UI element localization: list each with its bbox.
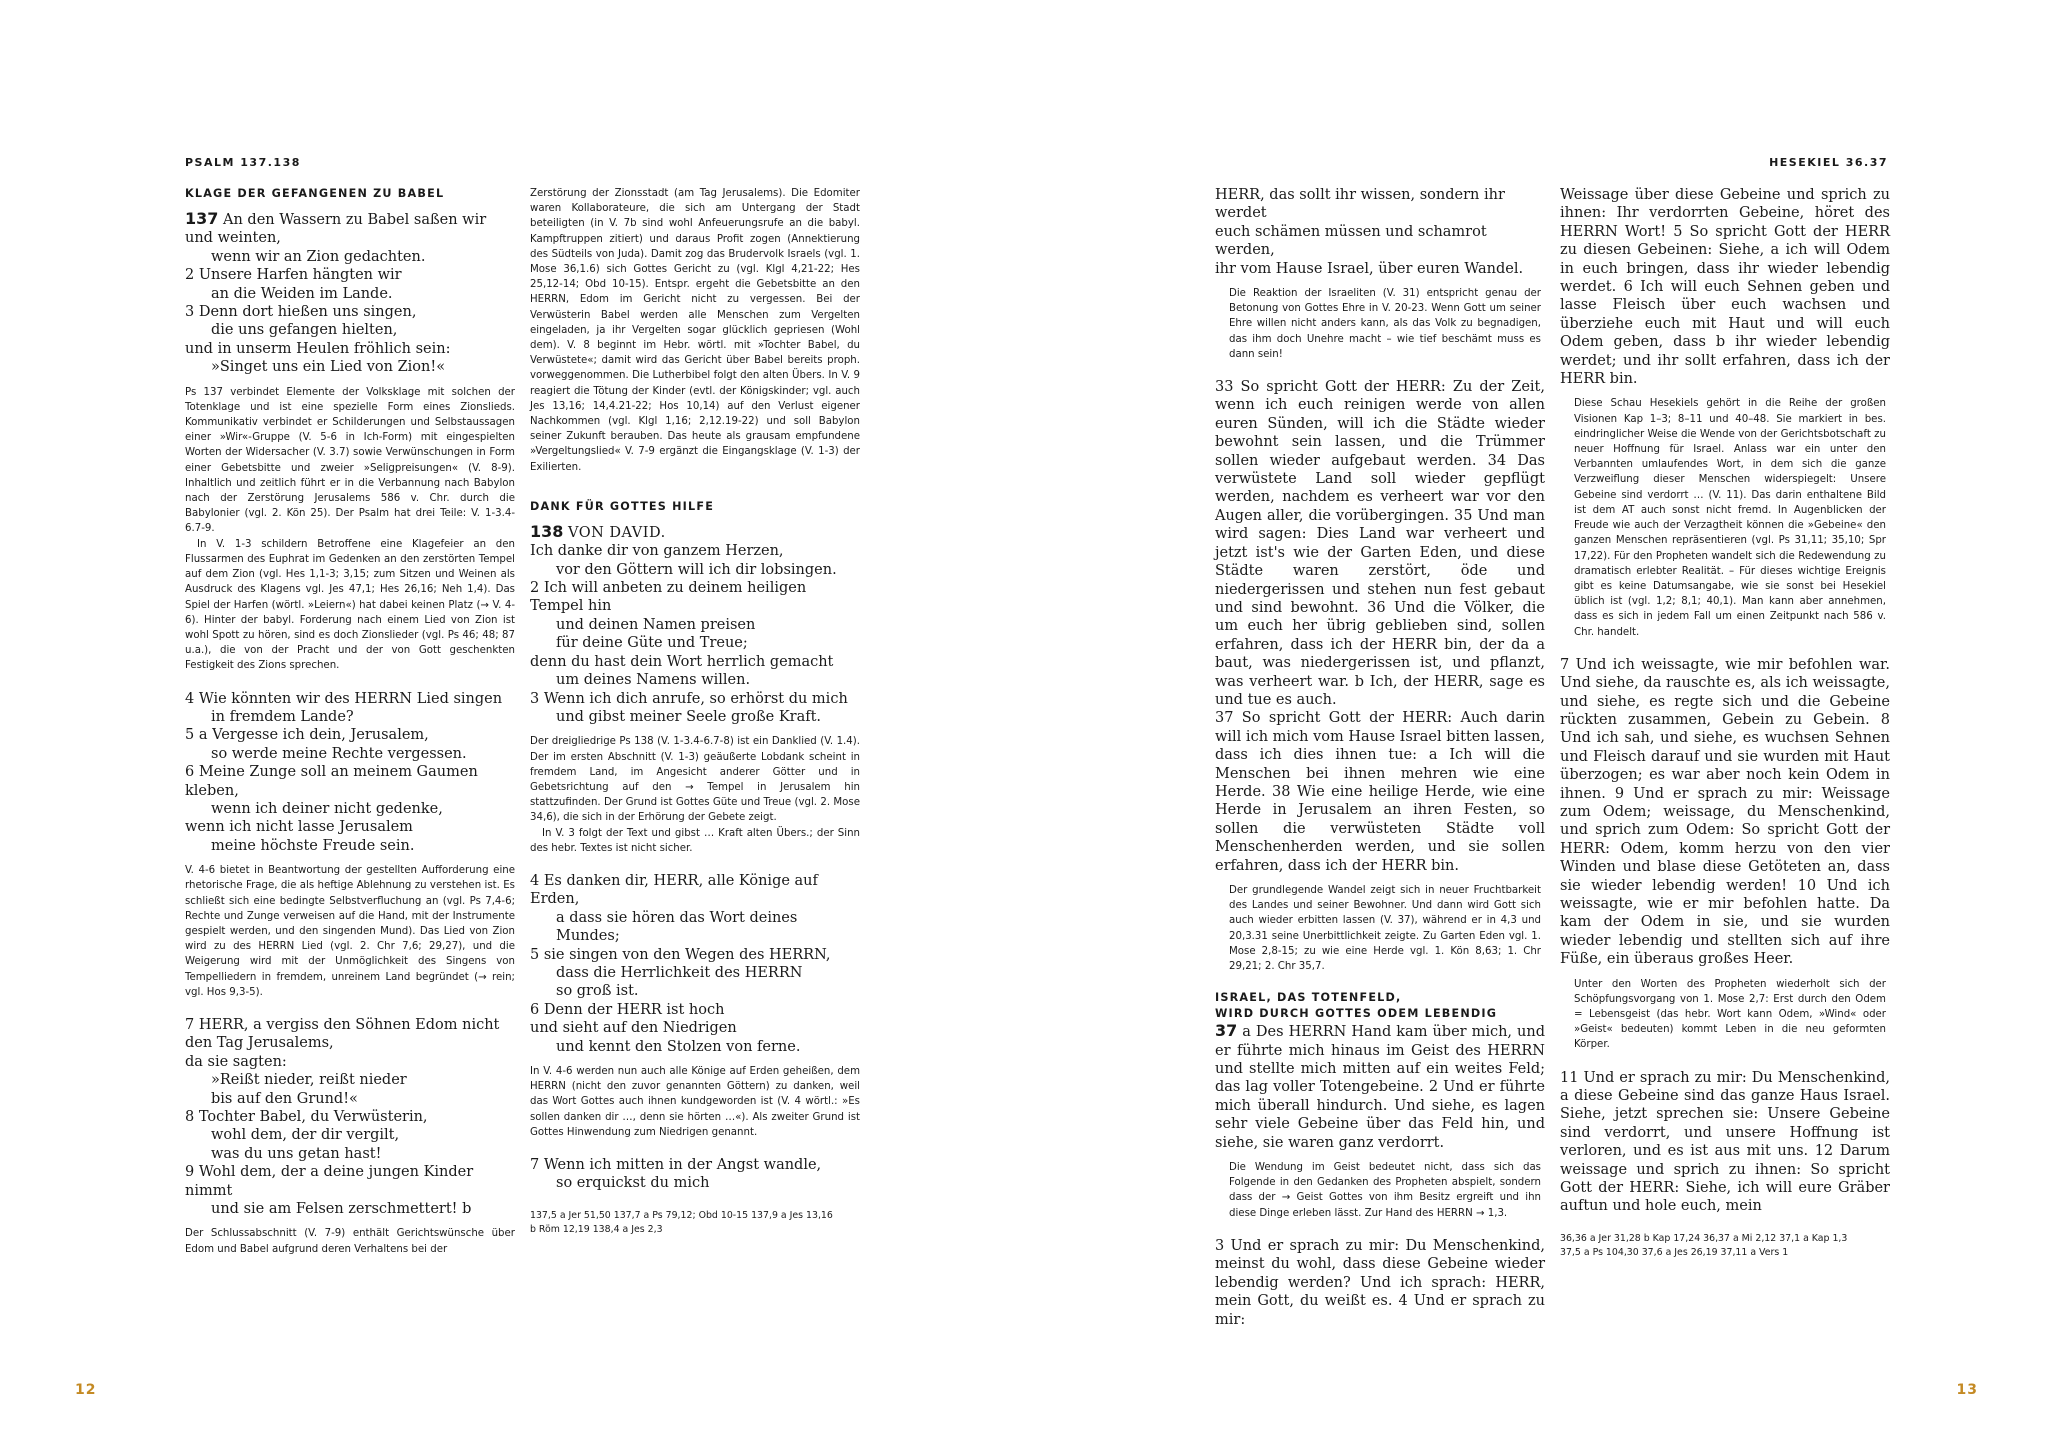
- commentary-note: Der dreigliedrige Ps 138 (V. 1-3.4-6.7-8) ist ein Danklied (V. 1.4). Der im ersten Abschnitt (V. 1-3) geäußerte Lobdank scheint in fremdem Land, im Angesicht anderer Götter und in Gebetsrichtung auf den → Tempel in Jerusalem hin stattzufinden. Der Grund ist Gottes Güte und Treue (vgl. 2. Mose 34,6), die sich in der Erhörung der Gebete zeigt.: [530, 736, 860, 824]
- verse-line: und sie am Felsen zerschmettert! b: [211, 1201, 472, 1218]
- verse-line: 3 Wenn ich dich anrufe, so erhörst du mich: [530, 690, 848, 707]
- body-paragraph: Weissage über diese Gebeine und sprich zu ihnen: Ihr verdorrten Gebeine, höret des HERRN Wort! 5 So spricht Gott der HERR zu diesen Gebeinen: Siehe, a ich will Odem in euch bringen, dass ihr wieder lebendig werdet. 6 Ich will euch Sehnen geben und lasse Fleisch über euch wachsen und überziehe euch mit Haut und will euch Odem geben, dass b ihr wieder lebendig werdet; und ihr sollt erfahren, dass ich der HERR bin.: [1560, 187, 1890, 388]
- verse-line: und weinten,: [185, 230, 281, 247]
- body-paragraph: 37 a Des HERRN Hand kam über mich, und er führte mich hinaus im Geist des HERRN und stellte mich mitten auf ein weites Feld; das lag voller Totengebeine. 2 Und er führte mich überall hindurch. Und siehe, es lagen sehr viele Gebeine über das Feld hin, und siehe, sie waren ganz verdorrt.: [1215, 1021, 1546, 1151]
- verse-line: 2 Ich will anbeten zu deinem heiligen Tempel hin: [530, 580, 807, 615]
- verse-line: denn du hast dein Wort herrlich gemacht: [530, 653, 834, 670]
- verse-line: an die Weiden im Lande.: [211, 285, 393, 302]
- verse-line: für deine Güte und Treue;: [556, 635, 748, 652]
- verse-line: vor den Göttern will ich dir lobsingen.: [556, 561, 837, 578]
- verse-line: und deinen Namen preisen: [556, 616, 756, 633]
- verse-line: und in unserm Heulen fröhlich sein:: [185, 340, 451, 357]
- verse-line: 8 Tochter Babel, du Verwüsterin,: [185, 1109, 428, 1126]
- verse-line: 7 Wenn ich mitten in der Angst wandle,: [530, 1157, 822, 1174]
- verse-line: und kennt den Stolzen von ferne.: [556, 1038, 801, 1055]
- verse-line: wenn ich deiner nicht gedenke,: [211, 800, 443, 817]
- right-page: [1025, 0, 2050, 1450]
- verse-line: da sie sagten:: [185, 1053, 287, 1070]
- verse-line: so erquickst du mich: [556, 1175, 710, 1192]
- left-column-1: [185, 186, 515, 1257]
- verse-line: HERR, das sollt ihr wissen, sondern ihr werdet: [1215, 187, 1505, 222]
- verse-line: 6 Meine Zunge soll an meinem Gaumen kleben,: [185, 764, 478, 799]
- commentary-note: Diese Schau Hesekiels gehört in die Reihe der großen Visionen Kap 1–3; 8–11 und 40–48. Sie markiert in bes. eindringlicher Weise die Wende von der Gerichtsbotschaft zu neuer Hoffnung für Israel. Anlass war ein unter den Verbannten umlaufendes Wort, in dem sich die ganze Verzweiflung dieser Menschen widerspiegelt: Unsere Gebeine sind verdorrt … (V. 11). Das darin enthaltene Bild ist dem AT auch sonst nicht fremd. In Augenblicken der Freude wie auch der Verzagtheit können die »Gebeine« den ganzen Menschen repräsentieren (vgl. Ps 31,11; 35,10; Spr 17,22). Für den Propheten wandelt sich die Redewendung zu dramatisch erlebter Realität. – Für dieses wichtige Ereignis gibt es keine Datumsangabe, wie sie sonst bei Hesekiel üblich ist (vgl. 1,2; 8,1; 40,1). Man kann aber annehmen, dass es sich in jedem Fall um einen Zeitpunkt nach 586 v. Chr. handelt.: [1574, 398, 1886, 638]
- verse-line: 137 An den Wassern zu Babel saßen wir: [185, 209, 487, 228]
- chapter-number: 138: [530, 521, 564, 541]
- psalm-title: 138 VON DAVID.: [530, 521, 666, 541]
- footnote: 137,5 a Jer 51,50 137,7 a Ps 79,12; Obd 10-15 137,9 a Jes 13,16: [530, 1209, 833, 1221]
- chapter-number: 137: [185, 209, 219, 228]
- verse-line: 2 Unsere Harfen hängten wir: [185, 267, 402, 284]
- commentary-note: Ps 137 verbindet Elemente der Volksklage mit solchen der Totenklage und ist eine spezielle Form eines Zionslieds. Kommunikativ verbindet er Schilderungen und Selbstaussagen einer »Wir«-Gruppe (V. 5-6 in Ich-Form) mit eingespielten Worten der Widersacher (V. 3.7) sowie Verwünschungen in Form einer Gebetsbitte und zweier »Seligpreisungen« (V. 8-9). Inhaltlich und zeitlich führt er in die Verbannung nach Babylon nach der Zerstörung Jerusalems 586 v. Chr. durch die Babylonier (vgl. 2. Kön 25). Der Psalm hat drei Teile: V. 1-3.4-6.7-9.: [185, 386, 515, 535]
- verse-line: wohl dem, der dir vergilt,: [211, 1127, 400, 1144]
- footnote: 36,36 a Jer 31,28 b Kap 17,24 36,37 a Mi 2,12 37,1 a Kap 1,3: [1560, 1232, 1848, 1244]
- verse-line: 5 sie singen von den Wegen des HERRN,: [530, 946, 831, 963]
- verse-line: so groß ist.: [556, 983, 639, 1000]
- verse-line: 3 Denn dort hießen uns singen,: [185, 304, 417, 321]
- running-head-left: PSALM 137.138: [185, 156, 301, 169]
- commentary-note: Der Schlussabschnitt (V. 7-9) enthält Gerichtswünsche über Edom und Babel aufgrund deren Verhaltens bei der: [185, 1228, 515, 1255]
- verse-line: euch schämen müssen und schamrot werden,: [1215, 223, 1487, 259]
- footnote: 37,5 a Ps 104,30 37,6 a Jes 26,19 37,11 a Vers 1: [1560, 1246, 1789, 1258]
- chapter-number: 37: [1215, 1021, 1238, 1041]
- verse-line: dass die Herrlichkeit des HERRN: [556, 964, 803, 981]
- verse-line: den Tag Jerusalems,: [185, 1035, 334, 1052]
- section-heading: ISRAEL, DAS TOTENFELD,: [1215, 991, 1402, 1005]
- right-column-2: [1560, 186, 1890, 1260]
- verse-line: ihr vom Hause Israel, über euren Wandel.: [1215, 260, 1524, 277]
- section-heading: DANK FÜR GOTTES HILFE: [530, 499, 715, 513]
- verse-line: 5 a Vergesse ich dein, Jerusalem,: [185, 727, 429, 744]
- verse-line: 6 Denn der HERR ist hoch: [530, 1001, 725, 1018]
- verse-line: 7 HERR, a vergiss den Söhnen Edom nicht: [185, 1017, 500, 1033]
- commentary-note: V. 4-6 bietet in Beantwortung der gestellten Aufforderung eine rhetorische Frage, die als heftige Ablehnung zu verstehen ist. Es schließt sich eine bedingte Selbstverfluchung an (vgl. Ps 7,4-6; Rechte und Zunge verweisen auf die Hand, mit der Instrumente gespielt werden, und den singenden Mund). Das Lied von Zion wird zu des HERRN Lied (vgl. 2. Chr 7,6; 29,27), und die Weigerung wird mit der Unmöglichkeit des Singens von Tempelliedern in fremdem, unreinem Land begründet (→ rein; vgl. Hos 9,3-5).: [185, 865, 515, 998]
- verse-line: meine höchste Freude sein.: [211, 837, 415, 854]
- verse-line: was du uns getan hast!: [211, 1145, 382, 1162]
- verse-line: um deines Namens willen.: [556, 672, 751, 689]
- body-paragraph: 33 So spricht Gott der HERR: Zu der Zeit, wenn ich euch reinigen werde von allen euren Sünden, will ich die Städte wieder bewohnt sein lassen, und die Trümmer sollen wieder aufgebaut werden. 34 Das verwüstete Land soll wieder gepflügt werden, nachdem es verheert war vor den Augen aller, die vorübergingen. 35 Und man wird sagen: Dies Land war verheert und jetzt ist's wie der Garten Eden, und diese Städte waren zerstört, öde und niedergerissen und stehen nun fest gebaut und sind bewohnt. 36 Und die Völker, die um euch her übrig geblieben sind, sollen erfahren, dass ich der HERR bin, der da a baut, was niedergerissen ist, und pflanzt, was verheert war. b Ich, der HERR, sage es und tue es auch.: [1215, 379, 1545, 708]
- commentary-note: Zerstörung der Zionsstadt (am Tag Jerusalems). Die Edomiter waren Kollaborateure, die sich am Untergang der Stadt beteiligten (in V. 7b sind wohl Anfeuerungsrufe an die babyl. Kampftruppen zitiert) und daraus Profit zogen (Annektierung des Südteils von Juda). Damit zog das Brudervolk Israels (vgl. 1. Mose 36,1.6) sich Gottes Gericht zu (vgl. Klgl 4,21-22; Hes 25,12-14; Obd 10-15). Entspr. ergeht die Gebetsbitte an den HERRN, Edom im Gericht nicht zu vergessen. Bei der Verwüsterin Babel werden alle Menschen zum Vergelten eingeladen, ja ihr Vergelten sogar glücklich gepriesen (Wohl dem). V. 8 beginnt im Hebr. wörtl. mit »Tochter Babel, du Verwüstete«; damit wird das Gericht über Babel bereits proph. vorweggenommen. Die Lutherbibel folgt den alten Übers. In V. 9 reagiert die Tötung der Kinder (evtl. der Königskinder; vgl. auch Jes 13,16; 14,4.21-22; Hos 10,14) auf den Verlust eigener Nachkommen (vgl. Klgl 1,16; 2,12.19-22) und soll Babylon seiner Zukunft berauben. Das heute als grausam empfundene »Vergeltungslied« V. 7-9 ergänzt die Eingangsklage (V. 1-3) der Exilierten.: [530, 188, 860, 473]
- commentary-note: In V. 3 folgt der Text und gibst … Kraft alten Übers.; der Sinn des hebr. Textes ist nicht sicher.: [530, 827, 860, 854]
- section-heading: KLAGE DER GEFANGENEN ZU BABEL: [185, 187, 445, 200]
- body-paragraph: 37 So spricht Gott der HERR: Auch darin will ich mich vom Hause Israel bitten lassen, dass ich dies ihnen tue: a Ich will die Menschen bei ihnen mehren wie eine Herde. 38 Wie eine heilige Herde, wie eine Herde in Jerusalem an ihren Festen, so sollen die verwüsteten Städte voll Menschenherden werden, und sie sollen erfahren, dass ich der HERR bin.: [1215, 710, 1546, 874]
- verse-line: a dass sie hören das Wort deines Mundes;: [556, 909, 798, 945]
- verse-line: 9 Wohl dem, der a deine jungen Kinder nimmt: [185, 1164, 474, 1199]
- commentary-note: Die Wendung im Geist bedeutet nicht, dass sich das Folgende in den Gedanken des Propheten abspielt, sondern dass der → Geist Gottes von ihm Besitz ergreift und ihn diese Dinge erleben lässt. Zur Hand des HERRN → 1,3.: [1229, 1162, 1541, 1219]
- left-column-2: [530, 186, 860, 1237]
- verse-line: in fremdem Lande?: [211, 708, 354, 725]
- commentary-note: Die Reaktion der Israeliten (V. 31) entspricht genau der Betonung von Gottes Ehre in V. 20-23. Wenn Gott um seiner Ehre willen nicht anders kann, als das Volk zu begnadigen, das ihm doch Unehre macht – wie tief beschämt muss es dann sein!: [1229, 288, 1541, 360]
- section-heading: WIRD DURCH GOTTES ODEM LEBENDIG: [1215, 1007, 1498, 1021]
- body-paragraph: 7 Und ich weissagte, wie mir befohlen war. Und siehe, da rauschte es, als ich weissagte, und siehe, es regte sich und die Gebeine rückten zusammen, Gebein zu Gebein. 8 Und ich sah, und siehe, es wuchsen Sehnen und Fleisch darauf und sie wurden mit Haut überzogen; es war aber noch kein Odem in ihnen. 9 Und er sprach zu mir: Weissage zum Odem; weissage, du Menschenkind, und sprich zum Odem: So spricht Gott der HERR: Odem, komm herzu von den vier Winden und blase diese Getöteten an, dass sie wieder lebendig werden! 10 Und ich weissagte, wie er mir befohlen hatte. Da kam der Odem in sie, und sie wurden wieder lebendig und stellten sich auf ihre Füße, ein überaus großes Heer.: [1560, 656, 1890, 968]
- verse-line: 4 Wie könnten wir des HERRN Lied singen: [185, 690, 503, 707]
- verse-line: Ich danke dir von ganzem Herzen,: [530, 543, 784, 560]
- page-number-left: 12: [75, 1382, 97, 1398]
- commentary-note: In V. 1-3 schildern Betroffene eine Klagefeier an den Flussarmen des Euphrat im Gedenken an den zerstörten Tempel auf dem Zion (vgl. Hes 1,1-3; 3,15; zum Sitzen und Weinen als Ausdruck des Klagens vgl. Jes 47,1; Hes 26,16; Neh 1,4). Das Spiel der Harfen (wörtl. »Leiern«) hat dabei keinen Platz (→ V. 4-6). Hinter der babyl. Forderung nach einem Lied von Zion ist wohl Spott zu hören, sind es doch Zionslieder (vgl. Ps 46; 48; 87 u.a.), die von der Pracht und der von Gott geschenkten Festigkeit des Zions sprechen.: [185, 538, 515, 672]
- verse-line: und gibst meiner Seele große Kraft.: [556, 708, 822, 725]
- verse-line: bis auf den Grund!«: [211, 1090, 358, 1107]
- verse-line: 4 Es danken dir, HERR, alle Könige auf Erden,: [530, 872, 818, 908]
- page-number-right: 13: [1956, 1382, 1978, 1398]
- verse-line: wenn ich nicht lasse Jerusalem: [185, 819, 413, 836]
- verse-line: die uns gefangen hielten,: [211, 322, 398, 339]
- commentary-note: In V. 4-6 werden nun auch alle Könige auf Erden geheißen, dem HERRN (nicht den zuvor genannten Göttern) zu danken, weil das Wort Gottes auch ihnen kundgeworden ist (V. 4 wörtl.: »Es sollen danken dir …, denn sie hörten …«). Als zweiter Grund ist Gottes Hinwendung zum Niedrigen genannt.: [530, 1066, 860, 1138]
- body-paragraph: 11 Und er sprach zu mir: Du Menschenkind, a diese Gebeine sind das ganze Haus Israel. Siehe, jetzt sprechen sie: Unsere Gebeine sind verdorrt, und unsere Hoffnung ist verloren, und es ist aus mit uns. 12 Darum weissage und sprich zu ihnen: So spricht Gott der HERR: Siehe, ich will eure Gräber auftun und hole euch, mein: [1560, 1069, 1890, 1215]
- commentary-note: Unter den Worten des Propheten wiederholt sich der Schöpfungsvorgang von 1. Mose 2,7: Erst durch den Odem = Lebensgeist (das hebr. Wort kann Odem, »Wind« oder »Geist« bedeuten) kommt Leben in die neu geformten Körper.: [1574, 978, 1886, 1051]
- commentary-note: Der grundlegende Wandel zeigt sich in neuer Fruchtbarkeit des Landes und seiner Bewohner. Und dann wird Gott sich auch wieder erbitten lassen (V. 37), während er in 4,3 und 20,3.31 seine Unerbittlichkeit zeigte. Zu Garten Eden vgl. 1. Mose 2,8-15; zu wie eine Herde vgl. 1. Kön 8,63; 1. Chr 29,21; 2. Chr 35,7.: [1229, 885, 1541, 973]
- verse-line: »Singet uns ein Lied von Zion!«: [211, 359, 446, 376]
- verse-line: und sieht auf den Niedrigen: [530, 1020, 737, 1037]
- verse-line: so werde meine Rechte vergessen.: [211, 745, 467, 762]
- footnote: b Röm 12,19 138,4 a Jes 2,3: [530, 1223, 663, 1235]
- right-column-1: [1215, 186, 1545, 1329]
- verse-line: »Reißt nieder, reißt nieder: [211, 1072, 407, 1089]
- verse-line: wenn wir an Zion gedachten.: [211, 248, 426, 265]
- running-head-right: HESEKIEL 36.37: [1769, 156, 1888, 169]
- body-paragraph: 3 Und er sprach zu mir: Du Menschenkind, meinst du wohl, dass diese Gebeine wieder lebendig werden? Und ich sprach: HERR, mein Gott, du weißt es. 4 Und er sprach zu mir:: [1215, 1237, 1545, 1328]
